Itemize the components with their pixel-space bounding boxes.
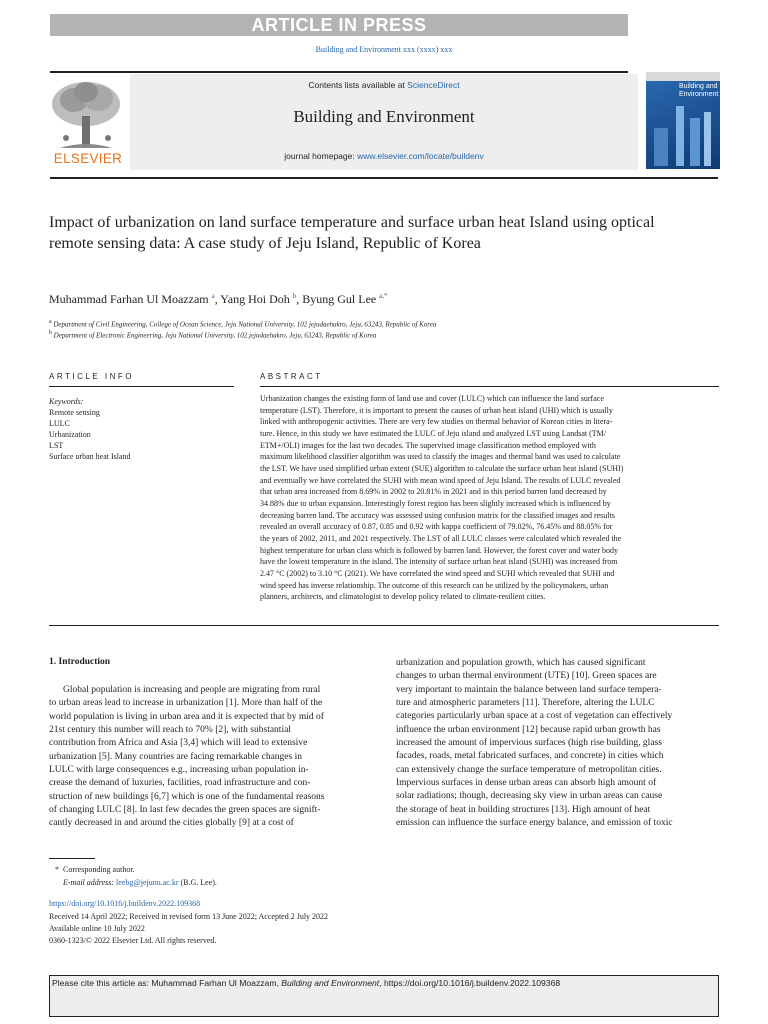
body-line: 21st century this number will reach to 70% [2], with substantial (49, 725, 291, 736)
body-line: urbanization [5]. Many countries are facing remarkable changes in (49, 751, 302, 762)
body-line: changes to urban thermal environment (UTE) [10]. Green spaces are (396, 671, 657, 682)
doi-link[interactable]: https://doi.org/10.1016/j.buildenv.2022.109368 (49, 899, 201, 908)
email-note (63, 878, 217, 887)
abstract-line: ture. Hence, in this study we have estimated the LULC of Jeju island and analyzed LST using Landsat (TM/ (260, 428, 606, 438)
header-rule-bottom (50, 177, 718, 179)
keyword-item: LULC (49, 419, 70, 429)
intro-right-column (396, 657, 719, 830)
abstract-line: ETM+/OLI) images for the last two decades. The supervised image classification method employed with (260, 440, 596, 450)
body-line: increased the amount of impervious surfaces (high rise building, glass (396, 738, 662, 749)
journal-homepage-line (130, 151, 638, 161)
publisher-wordmark: ELSEVIER (53, 151, 123, 166)
abstract-bottom-rule (49, 625, 719, 626)
author-name[interactable]: Byung Gul Lee (302, 292, 377, 306)
abstract-line: highest temperature for urban class which is followed by barren land. However, the forest cover and water body (260, 545, 618, 555)
article-in-press-banner: ARTICLE IN PRESS (50, 14, 628, 36)
body-line: of changing LULC [8]. In last few decades the green spaces are signift- (49, 805, 321, 816)
abstract-line: revealed an overall accuracy of 0.87, 0.85 and 0.92 with kappa coefficient of 79.02%, 76.45% and 88.05% for (260, 522, 613, 532)
body-line: facades, roads, metal fabricated surfaces, and concrete) in cities which (396, 751, 664, 762)
cover-top-strip (646, 72, 720, 81)
keywords-label: Keywords: (49, 397, 84, 406)
footnote-rule (49, 858, 95, 859)
citation-suffix[interactable]: , https://doi.org/10.1016/j.buildenv.2022.109368 (379, 978, 561, 988)
article-info-heading: ARTICLE INFO (49, 372, 134, 381)
abstract-heading: ABSTRACT (260, 372, 323, 381)
cover-title: Building and Environment (679, 83, 719, 98)
cover-building-shape (690, 118, 700, 166)
journal-reference-link[interactable]: Building and Environment xxx (xxxx) xxx (315, 45, 453, 54)
keyword-item: Remote sensing (49, 408, 100, 418)
corresponding-mark: * (55, 865, 59, 874)
body-line: crease the demand of luxuries, facilities, road infrastructure and con- (49, 778, 311, 789)
body-line: Global population is increasing and people are migrating from rural (63, 685, 321, 695)
body-line: the storage of heat in building structures [13]. High amount of heat (396, 804, 651, 815)
body-line: cantly decreased in and around the cities globally [9] at a cost of (49, 818, 294, 829)
abstract-text (260, 393, 719, 603)
author-affiliation-mark[interactable]: b (292, 292, 297, 300)
body-line: Impervious surfaces in dense urban areas can absorb high amount of (396, 778, 657, 789)
abstract-line: wind speed has inverse relationship. The outcome of this research can be utilized by the policymakers, urban (260, 580, 609, 590)
email-suffix: (B.G. Lee). (180, 878, 217, 887)
author-name[interactable]: Muhammad Farhan Ul Moazzam (49, 292, 209, 306)
affiliation (49, 319, 436, 328)
abstract-line: maximum likelihood classifier algorithm was used to classify the images and thermal band was used to calculate (260, 452, 621, 462)
citation-text (52, 978, 716, 988)
cover-building-shape (704, 112, 711, 166)
affiliation-text: Department of Civil Engineering, College of Ocean Science, Jeju National University, 102 jejudaehakro, Jeju, 63243, Republic of Korea (53, 320, 437, 329)
contents-line (130, 80, 638, 90)
abstract-line: the years of 2002, 2011, and 2021 respectively. The LST of all LULC classes were calculated which revealed the (260, 533, 622, 543)
abstract-line: the LST. We have used simplified urban extent (SUE) algorithm to calculate the surface urban heat island (SUHI) (260, 463, 624, 473)
abstract-line: linked with anthropogenic activities. There are very few studies on thermal behavior of Korean cities in litera- (260, 417, 613, 427)
body-line: very important to maintain the balance between land surface tempera- (396, 684, 662, 695)
body-line: can extensively change the surface temperature of metropolitan cities. (396, 764, 662, 775)
abstract-line: decreasing barren land. The accuracy was assessed using confusion matrix for the classified images and results (260, 510, 615, 520)
keyword-item: Urbanization (49, 430, 91, 440)
email-link[interactable]: leebg@jejunu.ac.kr (116, 878, 179, 887)
article-title: Impact of urbanization on land surface temperature and surface urban heat Island using optical remote sensing data: A case study of Jeju Island, Republic of Korea (49, 214, 655, 252)
author-list: Muhammad Farhan Ul Moazzam $^a$, Yang Hoi Doh $^b$, Byung Gul Lee $^{a,*}$ (49, 292, 388, 306)
abstract-line: Urbanization changes the existing form of land use and cover (LULC) which can influence the land surface (260, 394, 604, 403)
journal-homepage-link[interactable]: www.elsevier.com/locate/buildenv (357, 151, 484, 161)
journal-title: Building and Environment (293, 107, 475, 126)
abstract-line: and eventually we have correlated the SUHI with mean wind speed of Jeju Island. The results of LULC revealed (260, 475, 621, 485)
keyword-item: Surface urban heat Island (49, 452, 131, 462)
body-line: categories particularly urban space at a cost of vegetation can effectively (396, 711, 673, 722)
body-line: LULC with large consequences e.g., increasing urban population in- (49, 765, 309, 776)
keyword-item: LST (49, 441, 64, 451)
sciencedirect-link[interactable]: ScienceDirect (407, 80, 460, 90)
citation-journal: Building and Environment (281, 978, 380, 988)
received-line: Received 14 April 2022; Received in revised form 13 June 2022; Accepted 2 July 2022 (49, 912, 329, 921)
author-name[interactable]: Yang Hoi Doh (220, 292, 290, 306)
author-affiliation-mark[interactable]: a (211, 292, 215, 300)
abstract-rule (260, 386, 719, 387)
doi-line (49, 899, 200, 908)
body-line: solar radiations; though, decreasing sky view in urban areas can cause (396, 791, 663, 802)
abstract-line: temperature (LST). Therefore, it is important to present the causes of urban heat island (UHI) which is usually (260, 405, 613, 415)
body-line: contribution from Africa and Asia [3,4] which will lead to extensive (49, 738, 308, 749)
corresponding-text: Corresponding author. (63, 865, 135, 874)
body-line: influence the urban environment [12] because rapid urban growth has (396, 724, 661, 735)
affiliation-mark: b (49, 330, 52, 336)
available-online-line: Available online 10 July 2022 (49, 924, 145, 933)
body-line: world population is living in urban area and it is expected that by mid of (49, 711, 324, 722)
cover-building-shape (654, 128, 668, 166)
citation-prefix: Please cite this article as: Muhammad Farhan Ul Moazzam, (52, 978, 282, 988)
affiliation-text: Department of Electronic Engineering, Jeju National University, 102 jejudaehakro, Jeju, 63243, Republic of Korea (53, 331, 377, 340)
body-line: urbanization and population growth, which has caused significant (396, 658, 646, 668)
header-rule-top (50, 71, 628, 73)
cover-building-shape (676, 106, 684, 166)
intro-left-column (49, 684, 373, 831)
corresponding-author-note (55, 865, 135, 874)
email-label: E-mail address: (63, 878, 115, 887)
abstract-line: that urban area increased from 8.69% in 2002 to 20.81% in 2021 and in this period barren land decreased by (260, 487, 607, 497)
abstract-line: have the lowest temperature in the island. The intensity of surface urban heat island (SUHI) was increased from (260, 557, 618, 567)
body-line: emission can influence the surface energy balance, and emission of toxic (396, 818, 673, 829)
affiliation-mark: a (49, 319, 52, 325)
section-heading-introduction: 1. Introduction (49, 657, 111, 667)
body-line: struction of new buildings [6,7] which is one of the fundamental reasons (49, 791, 325, 802)
abstract-line: 2.47 °C (2002) to 3.10 °C (2021). We have correlated the wind speed and SUHI which revealed that SUHI and (260, 568, 615, 578)
abstract-line: 34.88% due to urban expansion. Interestingly forest region has been slightly increased which is influenced by (260, 498, 611, 508)
body-line: to urban areas lead to increase in urbanization [1]. More than half of the (49, 698, 323, 709)
affiliation (49, 330, 376, 339)
body-line: ture and atmospheric parameters [11]. Therefore, altering the LULC (396, 698, 655, 709)
copyright-line: 0360-1323/© 2022 Elsevier Ltd. All rights reserved. (49, 936, 217, 945)
author-affiliation-mark[interactable]: a,* (379, 292, 388, 300)
journal-cover-image (646, 72, 720, 169)
homepage-prefix: journal homepage: (284, 151, 358, 161)
abstract-line: planners, architects, and climatologist to develop policy related to climate-resilient cities. (260, 592, 546, 602)
keywords-block (49, 396, 229, 463)
article-info-rule (49, 386, 234, 387)
contents-prefix: Contents lists available at (308, 80, 408, 90)
